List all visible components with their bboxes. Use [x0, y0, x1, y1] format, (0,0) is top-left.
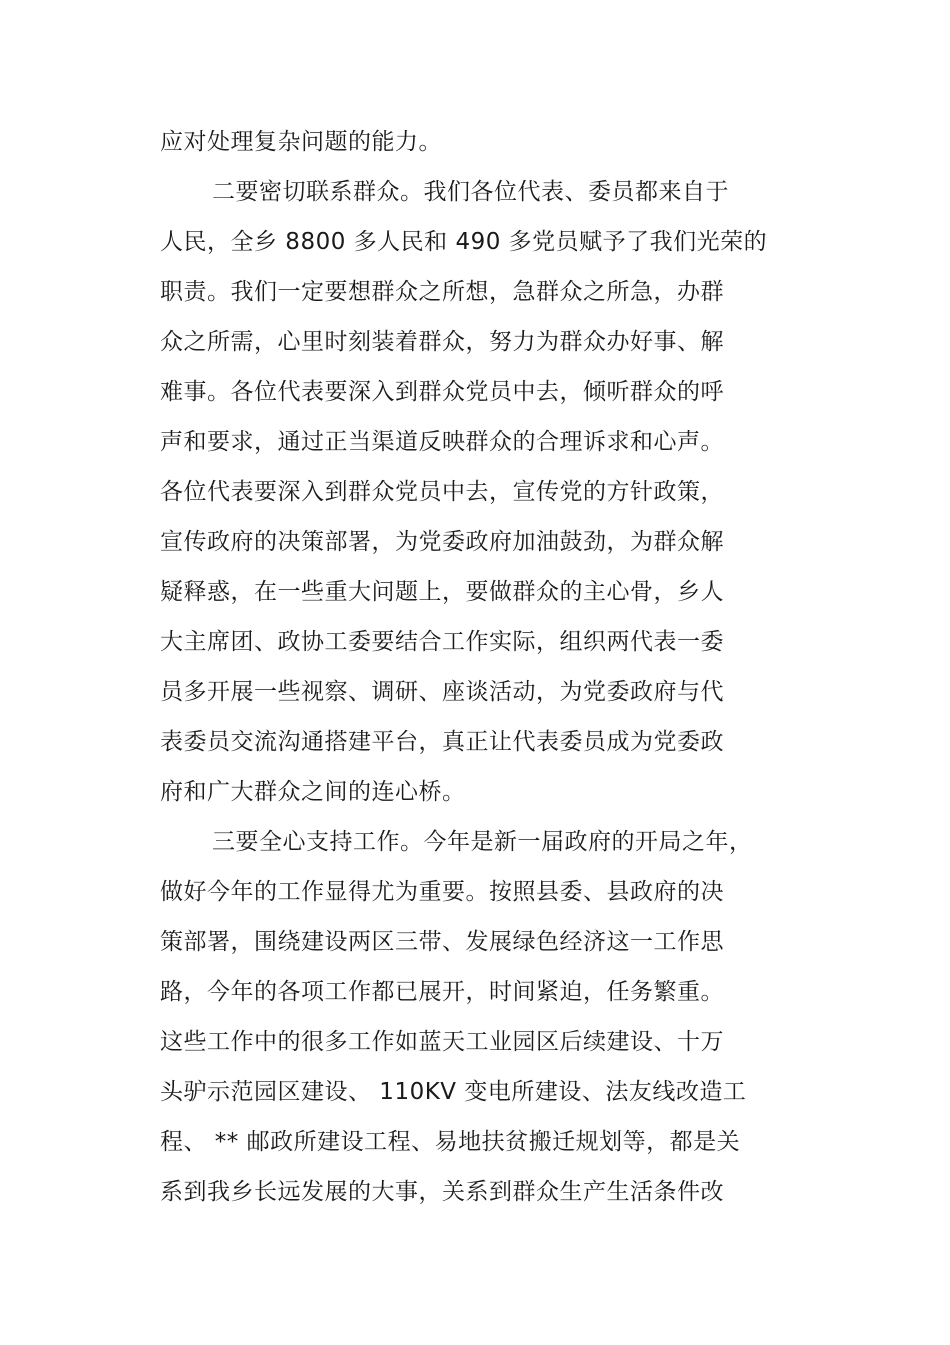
text-line: 系到我乡长远发展的大事，关系到群众生产生活条件改 — [160, 1179, 724, 1205]
text-line: 各位代表要深入到群众党员中去，宣传党的方针政策， — [160, 479, 724, 505]
text-line: 应对处理复杂问题的能力。 — [160, 129, 442, 155]
text-line: 人民，全乡 8800 多人民和 490 多党员赋予了我们光荣的 — [160, 229, 768, 255]
paragraph-start-line: 三要全心支持工作。今年是新一届政府的开局之年， — [212, 829, 753, 855]
text-line: 疑释惑，在一些重大问题上，要做群众的主心骨，乡人 — [160, 579, 724, 605]
text-line: 府和广大群众之间的连心桥。 — [160, 779, 466, 805]
text-line: 程、 ** 邮政所建设工程、易地扶贫搬迁规划等，都是关 — [160, 1129, 741, 1155]
text-line: 宣传政府的决策部署，为党委政府加油鼓劲，为群众解 — [160, 529, 724, 555]
text-line: 头驴示范园区建设、 110KV 变电所建设、法友线改造工 — [160, 1079, 747, 1105]
text-line: 做好今年的工作显得尤为重要。按照县委、县政府的决 — [160, 879, 724, 905]
text-line: 职责。我们一定要想群众之所想，急群众之所急，办群 — [160, 279, 724, 305]
text-line: 策部署，围绕建设两区三带、发展绿色经济这一工作思 — [160, 929, 724, 955]
text-line: 这些工作中的很多工作如蓝天工业园区后续建设、十万 — [160, 1029, 724, 1055]
text-line: 路，今年的各项工作都已展开，时间紧迫，任务繁重。 — [160, 979, 724, 1005]
paragraph-start-line: 二要密切联系群众。我们各位代表、委员都来自于 — [212, 179, 729, 205]
text-line: 大主席团、政协工委要结合工作实际，组织两代表一委 — [160, 629, 724, 655]
text-line: 表委员交流沟通搭建平台，真正让代表委员成为党委政 — [160, 729, 724, 755]
text-line: 众之所需，心里时刻装着群众，努力为群众办好事、解 — [160, 329, 724, 355]
text-line: 员多开展一些视察、调研、座谈活动，为党委政府与代 — [160, 679, 724, 705]
text-line: 难事。各位代表要深入到群众党员中去，倾听群众的呼 — [160, 379, 724, 405]
text-line: 声和要求，通过正当渠道反映群众的合理诉求和心声。 — [160, 429, 724, 455]
